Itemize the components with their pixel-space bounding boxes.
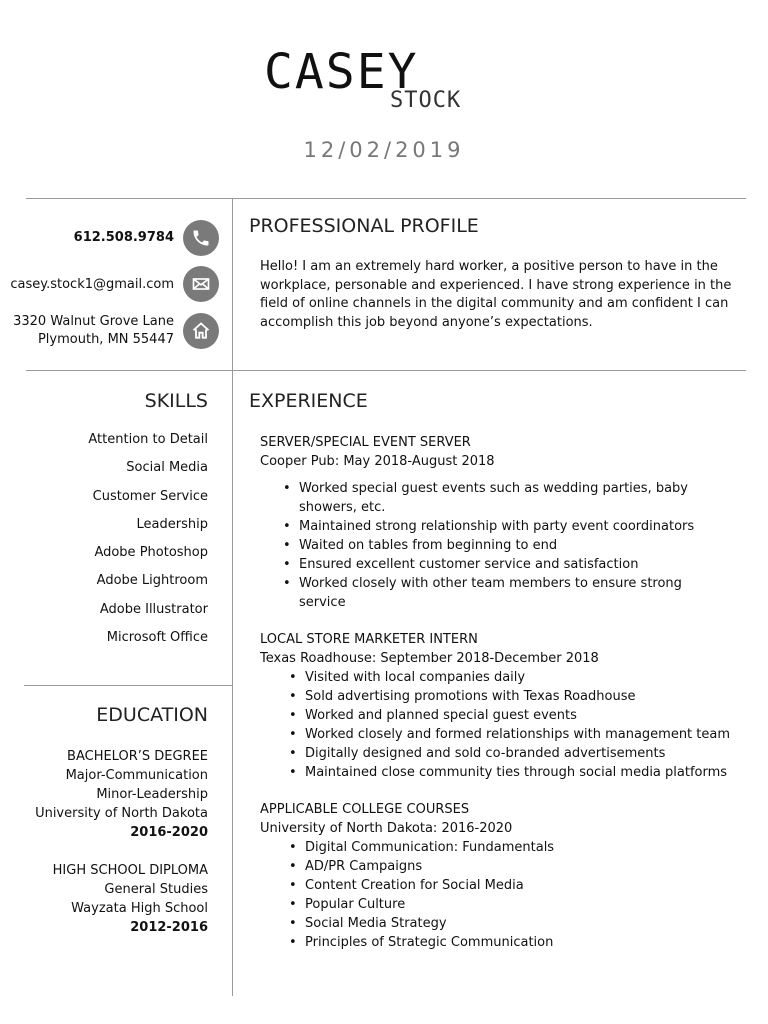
last-name: STOCK bbox=[390, 88, 462, 113]
column-divider bbox=[232, 198, 233, 996]
list-item: • Worked closely and formed relationships with management team bbox=[305, 725, 730, 744]
profile-text: Hello! I am an extremely hard worker, a positive person to have in the workplace, personable and experienced. I have strong experience in the field of online channels in the digital community and am confident I can accomplish this job beyond anyone’s expectations. bbox=[260, 259, 732, 330]
job-entry bbox=[260, 433, 730, 612]
education-entry bbox=[53, 861, 208, 937]
list-item: • AD/PR Campaigns bbox=[305, 857, 730, 876]
degree: BACHELOR’S DEGREE bbox=[67, 749, 208, 764]
job-entry bbox=[260, 800, 730, 952]
education-detail: Minor-Leadership bbox=[96, 787, 208, 802]
address bbox=[13, 313, 174, 349]
education-title: EDUCATION bbox=[96, 704, 208, 726]
list-item: • Popular Culture bbox=[305, 895, 730, 914]
job-company bbox=[260, 649, 730, 668]
phone-number: 612.508.9784 bbox=[73, 230, 174, 245]
education-years: 2012-2016 bbox=[130, 920, 208, 935]
address-line2: Plymouth, MN 55447 bbox=[37, 332, 174, 347]
list-item: • Principles of Strategic Communication bbox=[305, 933, 730, 952]
job-dates: 2016-2020 bbox=[441, 821, 513, 836]
divider-profile bbox=[26, 370, 746, 371]
job-dates: May 2018-August 2018 bbox=[343, 454, 495, 469]
list-item: • Worked special guest events such as wedding parties, baby showers, etc. bbox=[299, 479, 730, 517]
education-entry bbox=[35, 747, 208, 842]
job-bullets bbox=[299, 479, 730, 612]
divider-education bbox=[24, 685, 232, 686]
job-dates: September 2018-December 2018 bbox=[380, 651, 599, 666]
profile-title: PROFESSIONAL PROFILE bbox=[249, 215, 479, 237]
job-company bbox=[260, 819, 730, 838]
list-item: • Social Media Strategy bbox=[305, 914, 730, 933]
resume-date: 12/02/2019 bbox=[303, 138, 465, 162]
list-item: • Sold advertising promotions with Texas Roadhouse bbox=[305, 687, 730, 706]
skill-item: Microsoft Office bbox=[106, 630, 208, 646]
list-item: • Waited on tables from beginning to end bbox=[299, 536, 730, 555]
list-item: • Visited with local companies daily bbox=[305, 668, 730, 687]
first-name: CASEY bbox=[264, 44, 419, 100]
education-detail: Major-Communication bbox=[65, 768, 208, 783]
school: University of North Dakota bbox=[35, 806, 208, 821]
skill-item: Leadership bbox=[136, 516, 208, 532]
address-line1: 3320 Walnut Grove Lane bbox=[13, 314, 174, 329]
skill-item: Social Media bbox=[126, 460, 208, 476]
job-bullets bbox=[305, 838, 730, 952]
list-item: • Maintained close community ties through social media platforms bbox=[305, 763, 730, 782]
skill-item: Customer Service bbox=[92, 488, 208, 504]
list-item: • Ensured excellent customer service and satisfaction bbox=[299, 555, 730, 574]
skill-item: Adobe Illustrator bbox=[99, 601, 208, 617]
company-name: University of North Dakota: bbox=[260, 821, 438, 836]
job-title: LOCAL STORE MARKETER INTERN bbox=[260, 632, 478, 647]
list-item: • Maintained strong relationship with party event coordinators bbox=[299, 517, 730, 536]
list-item: • Worked and planned special guest events bbox=[305, 706, 730, 725]
experience-title: EXPERIENCE bbox=[249, 390, 368, 412]
job-bullets bbox=[305, 668, 730, 782]
skills-list bbox=[88, 430, 208, 656]
skill-item: Adobe Lightroom bbox=[96, 573, 208, 589]
skills-title: SKILLS bbox=[144, 390, 208, 412]
job-entry bbox=[260, 630, 730, 782]
home-icon bbox=[183, 313, 219, 349]
skill-item: Attention to Detail bbox=[88, 432, 208, 447]
list-item: • Digital Communication: Fundamentals bbox=[305, 838, 730, 857]
degree: HIGH SCHOOL DIPLOMA bbox=[52, 863, 208, 878]
divider-top bbox=[26, 198, 746, 199]
list-item: • Worked closely with other team members to ensure strong service bbox=[299, 574, 730, 612]
job-company bbox=[260, 452, 730, 471]
job-title: SERVER/SPECIAL EVENT SERVER bbox=[260, 435, 471, 450]
list-item: • Digitally designed and sold co-branded advertisements bbox=[305, 744, 730, 763]
education-years: 2016-2020 bbox=[130, 825, 208, 840]
phone-icon bbox=[183, 220, 219, 256]
list-item: • Content Creation for Social Media bbox=[305, 876, 730, 895]
company-name: Texas Roadhouse: bbox=[260, 651, 377, 666]
job-title: APPLICABLE COLLEGE COURSES bbox=[260, 802, 470, 817]
company-name: Cooper Pub: bbox=[260, 454, 340, 469]
skill-item: Adobe Photoshop bbox=[94, 545, 208, 561]
email-icon bbox=[183, 266, 219, 302]
email-address[interactable]: casey.stock1@gmail.com bbox=[10, 277, 174, 292]
school: Wayzata High School bbox=[71, 901, 208, 916]
education-detail: General Studies bbox=[104, 882, 208, 897]
